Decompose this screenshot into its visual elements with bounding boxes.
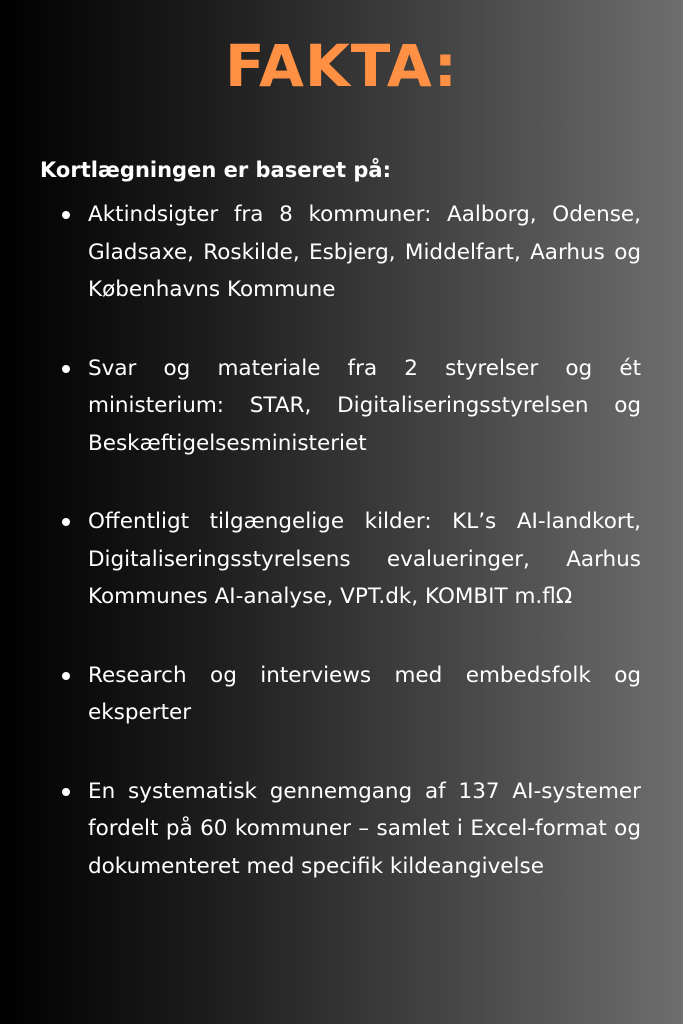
bullet-icon <box>62 365 70 373</box>
bullet-icon <box>62 518 70 526</box>
intro-heading: Kortlægningen er baseret på: <box>40 158 392 182</box>
bullet-icon <box>62 788 70 796</box>
fact-item-research <box>0 657 683 732</box>
fact-item-agencies <box>0 350 683 463</box>
facts-list <box>0 196 683 926</box>
fact-text: Offentligt tilgængelige kilder: KL’s AI-landkort, Digitaliseringsstyrelsens evalueringer, Aarhus Kommunes AI-analyse, VPT.dk, KOMBIT m.flΩ <box>88 509 641 609</box>
fact-text: Svar og materiale fra 2 styrelser og ét ministerium: STAR, Digitaliseringsstyrelsen og Beskæftigelsesministeriet <box>88 355 641 456</box>
fact-item-municipalities <box>0 196 683 309</box>
fact-text: Research og interviews med embedsfolk og eksperter <box>88 662 641 725</box>
fact-text: Aktindsigter fra 8 kommuner: Aalborg, Odense, Gladsaxe, Roskilde, Esbjerg, Middelfart, Aarhus og Københavns Kommune <box>88 202 641 302</box>
page-title: FAKTA: <box>224 32 458 100</box>
fact-text: En systematisk gennemgang af 137 AI-systemer fordelt på 60 kommuner – samlet i Excel-format og dokumenteret med specifik kildeangivelse <box>88 778 641 879</box>
bullet-icon <box>62 672 70 680</box>
bullet-icon <box>62 211 70 219</box>
fact-item-systematic-review <box>0 773 683 886</box>
fact-item-public-sources <box>0 503 683 616</box>
